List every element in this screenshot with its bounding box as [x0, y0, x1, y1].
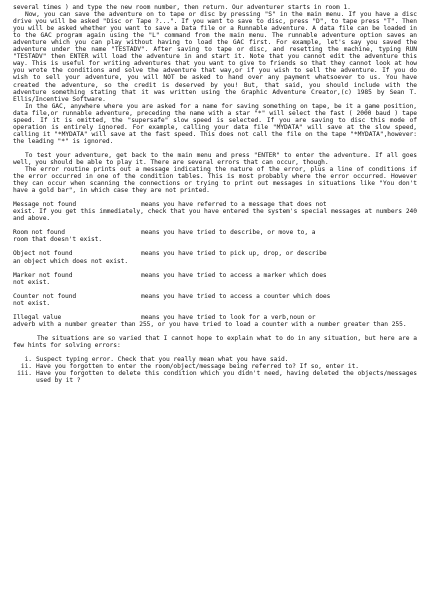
error-description: means you have tried to describe, or move to, a [141, 229, 316, 237]
error-description-continued: exist. If you get this immediately, check that you have entered the system's special messages at numbers 240 and above. [13, 208, 417, 223]
error-description-continued: an object which does not exist. [13, 257, 129, 265]
hint-text: Have you forgotten to delete this condition which you didn't need, having deleted the objects/messages used by it ? [36, 370, 417, 385]
intro-paragraph-3: In the GAC, anywhere where you are asked for a name for saving something on tape, be it a game position, data file,or runnable adventure, preceding the name with a star "*" will select the fast ( 2000 baud ) tape speed. If it is omitted, the "supersafe" slow speed is selected. If you are saving to disc this mode of operation is entirely ignored. For example, calling your data file "MYDATA" will save at the slow speed, calling it "*MYDATA" will save at the fast speed. This does not call the file on the tape "*MYDATA",however: the leading "*" is ignored. [13, 102, 417, 145]
error-list [13, 201, 417, 328]
error-name: Counter not found [13, 292, 77, 300]
hint-item [13, 370, 417, 384]
test-paragraph: To test your adventure, get back to the main menu and press "ENTER" to enter the adventure. If all goes well, you should be able to play it. There are several errors that can occur, though. [13, 151, 417, 166]
spacer [13, 265, 417, 272]
spacer [13, 145, 417, 152]
error-description: means you have referred to a message that does not [141, 201, 327, 209]
error-entry [13, 229, 417, 243]
error-entry [13, 250, 417, 264]
hint-number: ii. [20, 362, 32, 370]
spacer [13, 222, 417, 229]
spacer [13, 286, 417, 293]
error-description-continued: adverb with a number greater than 255, or you have tried to load a counter with a number greater than 255. [13, 320, 407, 328]
error-name: Message not found [13, 201, 77, 209]
error-description: means you have tried to pick up, drop, or describe [141, 250, 327, 258]
hint-number: i. [24, 355, 32, 363]
intro-paragraph-1: several times ) and type the new room number, then return. Our adventurer starts in room 1. [13, 4, 351, 11]
hint-list [13, 356, 417, 384]
error-name: Room not found [13, 229, 65, 237]
error-description: means you have tried to access a marker which does [141, 271, 327, 279]
spacer [13, 349, 417, 356]
spacer [13, 307, 417, 314]
error-entry [13, 314, 417, 328]
hint-text: Have you forgotten to enter the room/object/message being referred to? If so, enter it. [36, 362, 360, 370]
error-description: means you have tried to look for a verb,noun or [141, 313, 316, 321]
spacer [13, 243, 417, 250]
error-description: means you have tried to access a counter which does [141, 292, 331, 300]
hint-item [13, 356, 417, 363]
routine-paragraph: The error routine prints out a message indicating the nature of the error, plus a line of conditions if the error occurred in one of the condition tables. This is most probably where the error occurred. However they can occur when scanning the connections or trying to print out messages in situations like "You don't have a gold bar", in which case they are not printed. [13, 166, 417, 195]
hint-number: iii. [17, 370, 32, 378]
situations-paragraph: The situations are so varied that I cannot hope to explain what to do in any situation, but here are a few hints for solving errors: [13, 334, 417, 349]
intro-paragraph-2: Now, you can save the adventure on to tape or disc by pressing "S" in the main menu. If you have a disc drive you will be asked "Disc or Tape ?...". If you want to save to disc, press "D", to tape press "T". Then you will be asked whether you want to save a Data file or a Runnable adventure. A data file can be loaded in to the GAC program again using the "L" command from the main menu. The runnable adventure option saves an adventure which you can play without having to load the GAC first. For example, let's say you saved the adventure under the name "TESTADV". After saving to tape or disc, and resetting the machine, typing RUN "TESTADV" then ENTER will load the adventure in and start it. Note that you cannot edit the adventure this way. This is useful for writing adventures that you want to give to friends so that they cannot look at how you wrote the conditions and solve the adventure that way,or if you wish to sell the adventure. If you do wish to sell your adventure, you will NOT be asked to hand over any payment whatsoever to us. You have created the adventure, so the credit is deserved by you! But, that said, you should include with the adventure something stating that it was written using the Graphic Adventure Creator,(c) 1985 by Sean T. Ellis/Incentive Software. [13, 11, 417, 103]
error-description-continued: not exist. [13, 278, 51, 286]
hint-item [13, 363, 417, 370]
hint-text: Suspect typing error. Check that you really mean what you have said. [36, 355, 289, 363]
spacer [13, 194, 417, 201]
error-description-continued: room that doesn't exist. [13, 236, 103, 244]
error-entry [13, 293, 417, 307]
spacer [13, 328, 417, 335]
error-description-continued: not exist. [13, 299, 51, 307]
error-entry [13, 201, 417, 222]
error-name: Object not found [13, 250, 73, 258]
error-name: Illegal value [13, 313, 62, 321]
error-entry [13, 272, 417, 286]
error-name: Marker not found [13, 271, 73, 279]
